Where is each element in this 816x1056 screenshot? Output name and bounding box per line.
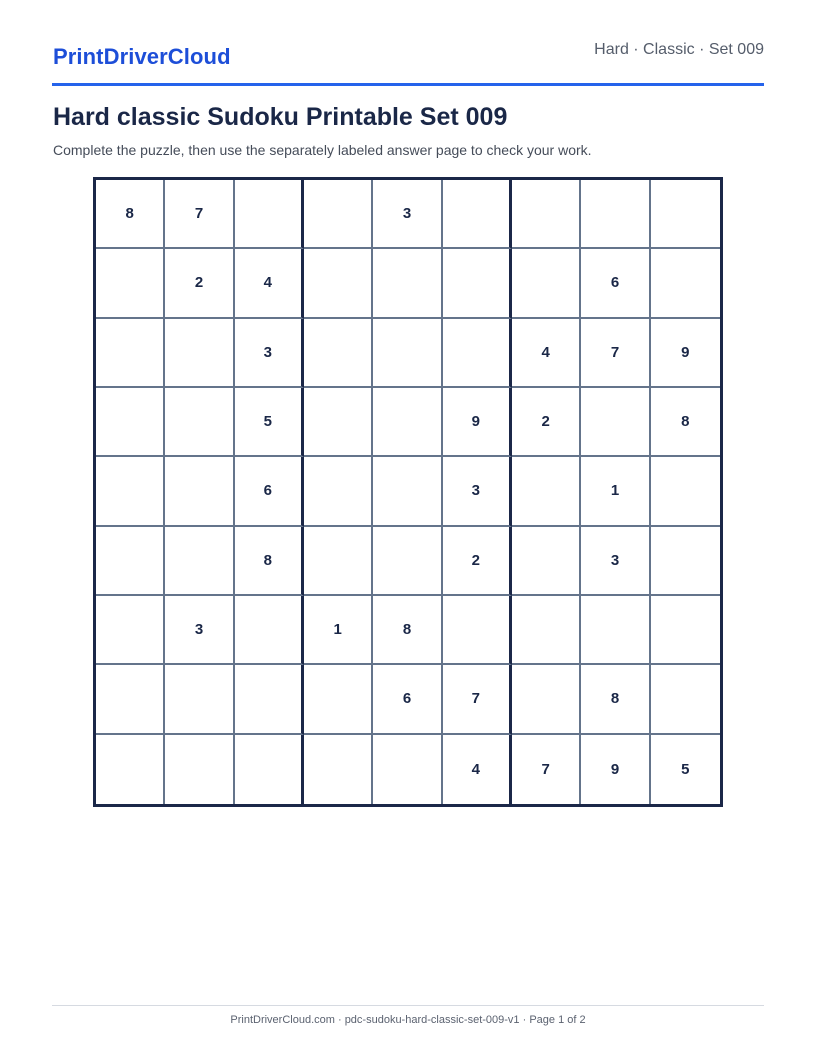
sudoku-cell-r6-c3: 8	[235, 527, 304, 596]
sudoku-cell-r9-c8: 9	[581, 735, 650, 804]
sudoku-cell-r9-c2	[165, 735, 234, 804]
sudoku-cell-r4-c9: 8	[651, 388, 720, 457]
sudoku-cell-r3-c4	[304, 319, 373, 388]
page-title: Hard classic Sudoku Printable Set 009	[53, 103, 508, 131]
sudoku-cell-r8-c9	[651, 665, 720, 734]
sudoku-cell-r3-c7: 4	[512, 319, 581, 388]
sudoku-cell-r4-c5	[373, 388, 442, 457]
sudoku-cell-r8-c6: 7	[443, 665, 512, 734]
sudoku-cell-r1-c4	[304, 180, 373, 249]
sudoku-cell-r2-c9	[651, 249, 720, 318]
sudoku-cell-r5-c4	[304, 457, 373, 526]
sudoku-cell-r2-c6	[443, 249, 512, 318]
sudoku-cell-r2-c5	[373, 249, 442, 318]
sudoku-cell-r7-c6	[443, 596, 512, 665]
sudoku-cell-r1-c9	[651, 180, 720, 249]
sudoku-cell-r5-c8: 1	[581, 457, 650, 526]
sudoku-cell-r3-c3: 3	[235, 319, 304, 388]
sudoku-cell-r4-c6: 9	[443, 388, 512, 457]
sudoku-cell-r5-c6: 3	[443, 457, 512, 526]
sudoku-cell-r9-c6: 4	[443, 735, 512, 804]
sudoku-cell-r6-c8: 3	[581, 527, 650, 596]
sudoku-cell-r1-c1: 8	[96, 180, 165, 249]
sudoku-cell-r5-c3: 6	[235, 457, 304, 526]
sudoku-cell-r2-c7	[512, 249, 581, 318]
sudoku-grid	[93, 177, 723, 807]
sudoku-cell-r1-c7	[512, 180, 581, 249]
sudoku-cell-r4-c2	[165, 388, 234, 457]
sudoku-cell-r2-c3: 4	[235, 249, 304, 318]
sudoku-cell-r4-c7: 2	[512, 388, 581, 457]
footer-divider	[52, 1005, 764, 1006]
page-subtitle: Complete the puzzle, then use the separately labeled answer page to check your work.	[53, 142, 592, 158]
sudoku-cell-r8-c2	[165, 665, 234, 734]
sudoku-cell-r1-c5: 3	[373, 180, 442, 249]
sudoku-cell-r1-c6	[443, 180, 512, 249]
sudoku-cell-r9-c7: 7	[512, 735, 581, 804]
sudoku-cell-r3-c2	[165, 319, 234, 388]
sudoku-cell-r6-c6: 2	[443, 527, 512, 596]
sudoku-cell-r4-c8	[581, 388, 650, 457]
sudoku-cell-r3-c8: 7	[581, 319, 650, 388]
sudoku-cell-r7-c5: 8	[373, 596, 442, 665]
sudoku-cell-r8-c8: 8	[581, 665, 650, 734]
sudoku-cell-r8-c3	[235, 665, 304, 734]
sudoku-cell-r1-c8	[581, 180, 650, 249]
sudoku-cell-r3-c6	[443, 319, 512, 388]
sudoku-cell-r7-c3	[235, 596, 304, 665]
sudoku-cell-r9-c1	[96, 735, 165, 804]
sudoku-cell-r4-c3: 5	[235, 388, 304, 457]
sudoku-cell-r1-c3	[235, 180, 304, 249]
sudoku-cell-r6-c4	[304, 527, 373, 596]
sudoku-cell-r2-c8: 6	[581, 249, 650, 318]
sudoku-cell-r5-c9	[651, 457, 720, 526]
sudoku-cell-r4-c1	[96, 388, 165, 457]
sudoku-cell-r1-c2: 7	[165, 180, 234, 249]
sudoku-cell-r7-c9	[651, 596, 720, 665]
sudoku-cell-r9-c9: 5	[681, 760, 690, 778]
sudoku-cell-r7-c4: 1	[304, 596, 373, 665]
sudoku-cell-r3-c9: 9	[651, 319, 720, 388]
page-footer: PrintDriverCloud.com · pdc-sudoku-hard-classic-set-009-v1 · Page 1 of 2	[230, 1014, 586, 1026]
brand-logo: PrintDriverCloud	[53, 44, 231, 69]
sudoku-cell-r7-c8	[581, 596, 650, 665]
sudoku-cell-r8-c7	[512, 665, 581, 734]
sudoku-cell-r2-c4	[304, 249, 373, 318]
sudoku-cell-r2-c1	[96, 249, 165, 318]
sudoku-cell-r6-c2	[165, 527, 234, 596]
sudoku-cell-r4-c4	[304, 388, 373, 457]
sudoku-cell-r5-c2	[165, 457, 234, 526]
sudoku-cell-r6-c5	[373, 527, 442, 596]
sudoku-cell-r5-c5	[373, 457, 442, 526]
sudoku-cell-r7-c1	[96, 596, 165, 665]
sudoku-cell-r8-c1	[96, 665, 165, 734]
puzzle-meta: Hard · Classic · Set 009	[594, 41, 764, 58]
sudoku-cell-r9-c4	[304, 735, 373, 804]
sudoku-cell-r7-c2: 3	[165, 596, 234, 665]
sudoku-cell-r6-c7	[512, 527, 581, 596]
header-divider	[52, 83, 764, 86]
sudoku-cell-r5-c7	[512, 457, 581, 526]
sudoku-cell-r9-c3	[235, 735, 304, 804]
sudoku-cell-r7-c7	[512, 596, 581, 665]
sudoku-cell-r9-c5	[373, 735, 442, 804]
sudoku-cell-r3-c5	[373, 319, 442, 388]
sudoku-cell-r6-c1	[96, 527, 165, 596]
sudoku-cell-r8-c5: 6	[373, 665, 442, 734]
sudoku-cell-r2-c2: 2	[165, 249, 234, 318]
sudoku-cell-r6-c9	[651, 527, 720, 596]
sudoku-cell-r5-c1	[96, 457, 165, 526]
sudoku-cell-r3-c1	[96, 319, 165, 388]
sudoku-cell-r8-c4	[304, 665, 373, 734]
